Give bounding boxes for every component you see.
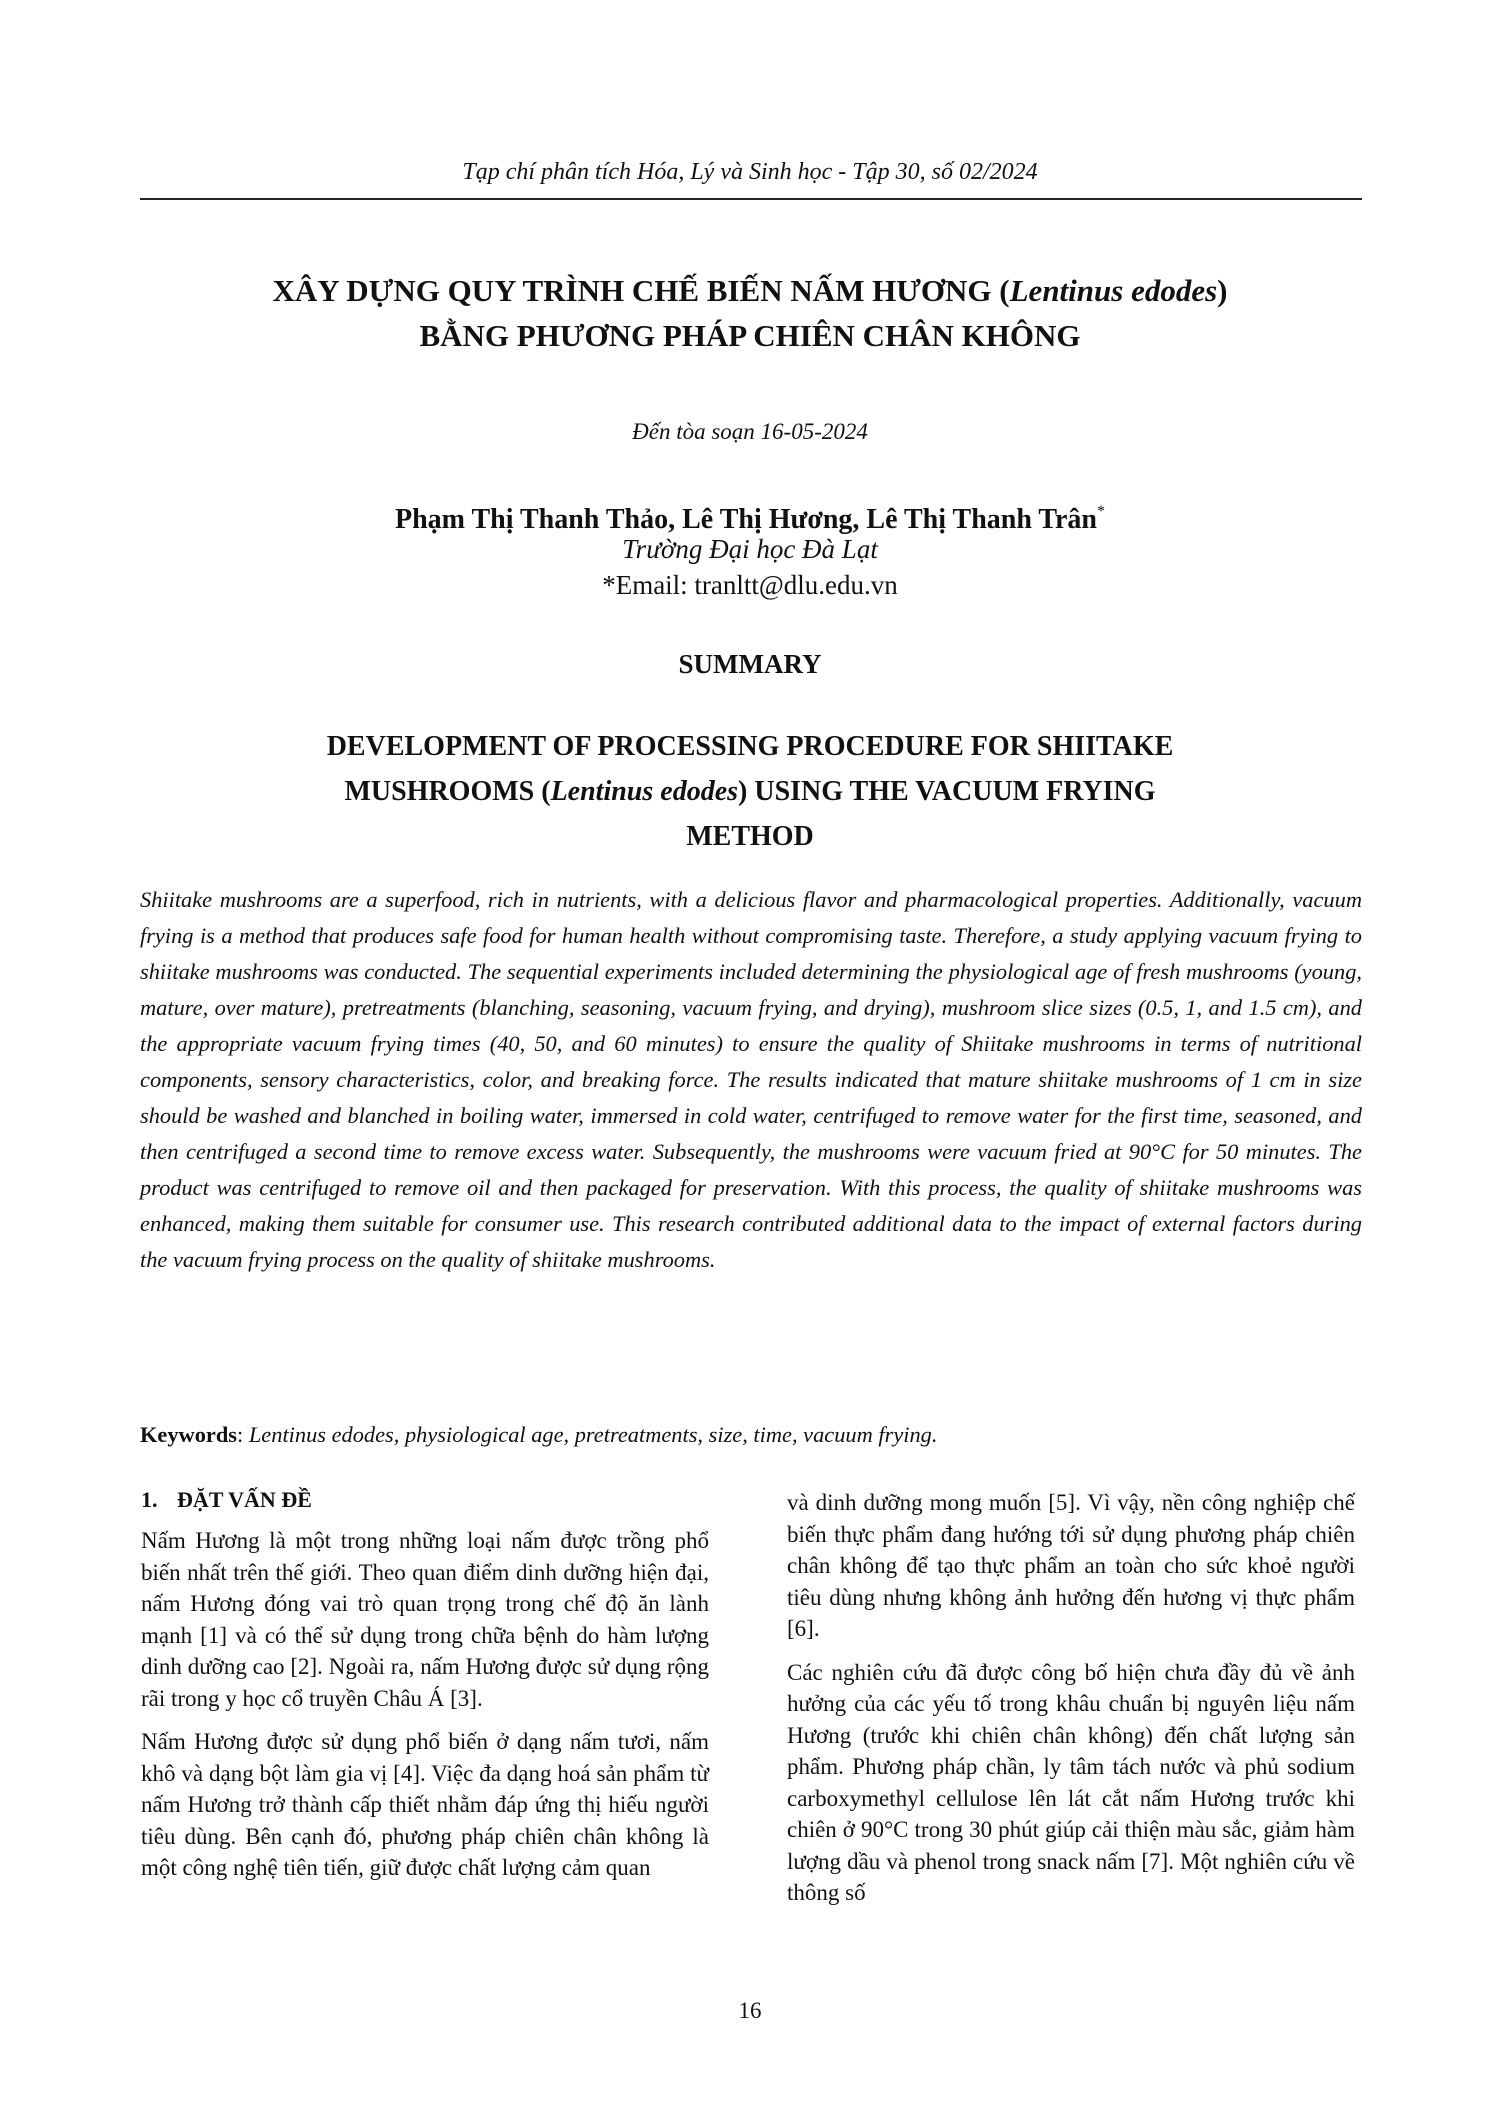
keywords-list: Lentinus edodes, physiological age, pretreatments, size, time, vacuum frying. — [248, 1422, 938, 1447]
body-paragraph: Nấm Hương là một trong những loại nấm được trồng phổ biến nhất trên thế giới. Theo quan điểm dinh dưỡng hiện đại, nấm Hương đóng vai trò quan trọng trong chế độ ăn lành mạnh [1] và có thể sử dụng trong chữa bệnh do hàm lượng dinh dưỡng cao [2]. Ngoài ra, nấm Hương được sử dụng rộng rãi trong y học cổ truyền Châu Á [3]. — [141, 1528, 709, 1711]
body-column-left — [141, 1485, 709, 1896]
body-column-right — [787, 1487, 1355, 1921]
body-paragraph: Nấm Hương được sử dụng phổ biến ở dạng nấm tươi, nấm khô và dạng bột làm gia vị [4]. Việc đa dạng hoá sản phẩm từ nấm Hương trở thành cấp thiết nhằm đáp ứng thị hiếu người tiêu dùng. Bên cạnh đó, phương pháp chiên chân không là một công nghệ tiên tiến, giữ được chất lượng cảm quan — [141, 1729, 709, 1880]
title-line-1-suffix: ) — [1217, 273, 1228, 308]
header-divider — [140, 198, 1362, 200]
keywords — [140, 1420, 1362, 1450]
english-title-species: Lentinus edodes — [550, 776, 739, 807]
corresponding-author-mark: * — [1097, 503, 1106, 520]
english-title-line-2-suffix: ) USING THE VACUUM FRYING — [738, 776, 1156, 807]
author-names: Phạm Thị Thanh Thảo, Lê Thị Hương, Lê Thị Thanh Trân — [394, 504, 1098, 535]
title-line-2: BẰNG PHƯƠNG PHÁP CHIÊN CHÂN KHÔNG — [419, 318, 1081, 353]
page-number: 16 — [738, 1998, 762, 2023]
author-list — [140, 495, 1360, 537]
author-email[interactable]: *Email: tranltt@dlu.edu.vn — [602, 570, 898, 600]
body-paragraph: Các nghiên cứu đã được công bố hiện chưa đầy đủ về ảnh hưởng của các yếu tố trong khâu chuẩn bị nguyên liệu nấm Hương (trước khi chiên chân không) đến chất lượng sản phẩm. Phương pháp chần, ly tâm tách nước và phủ sodium carboxymethyl cellulose lên lát cắt nấm Hương trước khi chiên ở 90°C trong 30 phút giúp cải thiện màu sắc, giảm hàm lượng dầu và phenol trong snack nấm [7]. Một nghiên cứu về thông số — [787, 1659, 1355, 1905]
abstract-text: Shiitake mushrooms are a superfood, rich in nutrients, with a delicious flavor and pharmacological properties. Additionally, vacuum frying is a method that produces safe food for human health without compromising taste. Therefore, a study applying vacuum frying to shiitake mushrooms was conducted. The sequential experiments included determining the physiological age of fresh mushrooms (young, mature, over mature), pretreatments (blanching, seasoning, vacuum frying, and drying), mushroom slice sizes (0.5, 1, and 1.5 cm), and the appropriate vacuum frying times (40, 50, and 60 minutes) to ensure the quality of Shiitake mushrooms in terms of nutritional components, sensory characteristics, color, and breaking force. The results indicated that mature shiitake mushrooms of 1 cm in size should be washed and blanched in boiling water, immersed in cold water, centrifuged to remove water for the first time, seasoned, and then centrifuged a second time to remove excess water. Subsequently, the mushrooms were vacuum fried at 90°C for 50 minutes. The product was centrifuged to remove oil and then packaged for preservation. With this process, the quality of shiitake mushrooms was enhanced, making them suitable for consumer use. This research contributed additional data to the impact of external factors during the vacuum frying process on the quality of shiitake mushrooms. — [140, 887, 1362, 1272]
affiliation: Trường Đại học Đà Lạt — [622, 534, 878, 564]
title-line-1 — [140, 268, 1360, 313]
section-title: ĐẶT VẤN ĐỀ — [177, 1487, 312, 1512]
body-paragraph: và dinh dưỡng mong muốn [5]. Vì vậy, nền công nghiệp chế biến thực phẩm đang hướng tới sử dụng phương pháp chiên chân không để tạo thực phẩm an toàn cho sức khoẻ người tiêu dùng nhưng không ảnh hưởng đến hương vị thực phẩm [6]. — [787, 1490, 1355, 1641]
keywords-label: Keywords — [140, 1422, 238, 1447]
english-title-line-3: METHOD — [686, 821, 814, 852]
received-date: Đến tòa soạn 16-05-2024 — [632, 419, 868, 444]
english-title-line-1: DEVELOPMENT OF PROCESSING PROCEDURE FOR SHIITAKE — [326, 731, 1174, 762]
english-title-line-2-prefix: MUSHROOMS ( — [344, 776, 551, 807]
section-heading — [141, 1485, 709, 1515]
english-title — [200, 724, 1300, 859]
title-species: Lentinus edodes — [1009, 273, 1218, 308]
summary-heading: SUMMARY — [678, 649, 822, 679]
section-number: 1. — [141, 1487, 158, 1512]
journal-header: Tạp chí phân tích Hóa, Lý và Sinh học - Tập 30, số 02/2024 — [462, 159, 1038, 185]
article-title — [140, 268, 1360, 358]
english-title-line-2 — [200, 769, 1300, 814]
keywords-separator: : — [237, 1422, 249, 1447]
title-line-1-prefix: XÂY DỰNG QUY TRÌNH CHẾ BIẾN NẤM HƯƠNG ( — [272, 273, 1010, 308]
